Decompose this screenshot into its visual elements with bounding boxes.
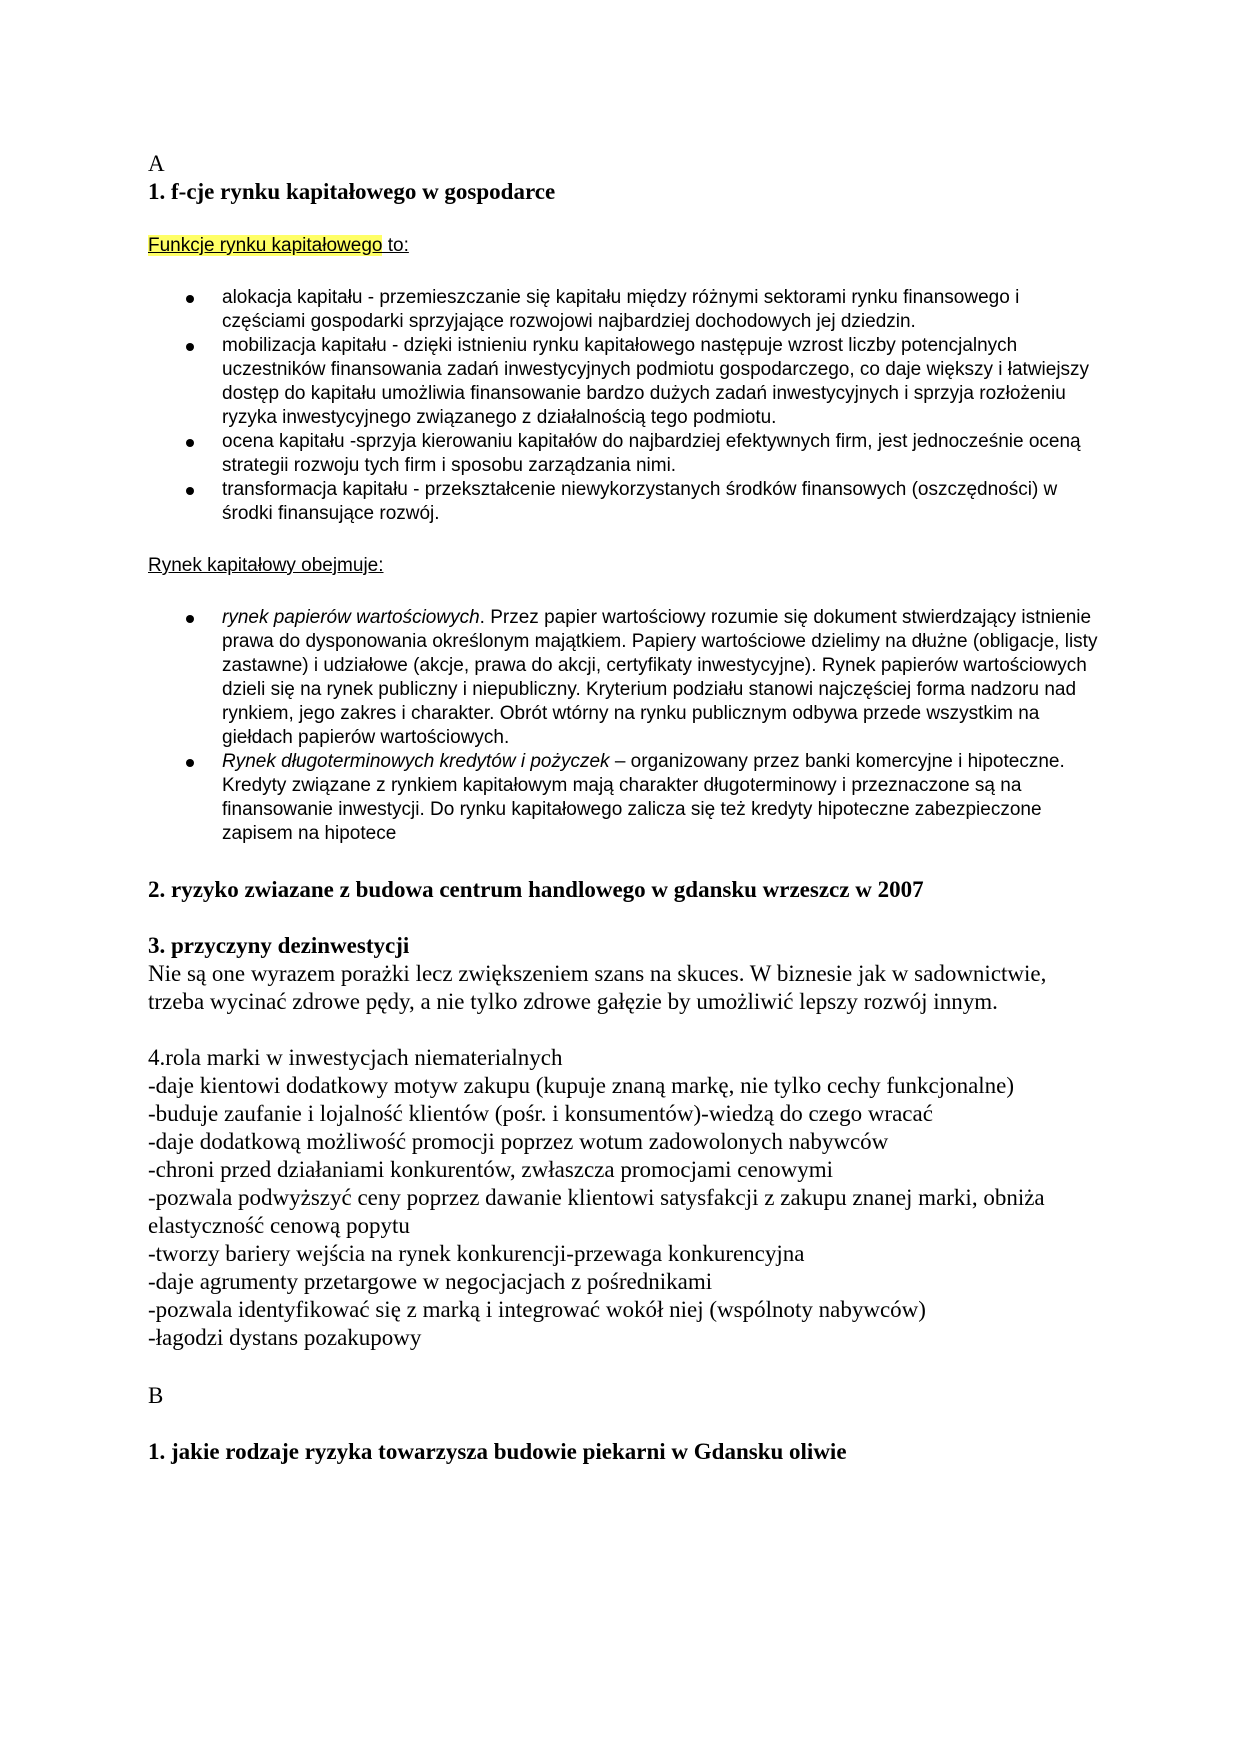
functions-intro [148,234,1098,258]
section-a-letter: A [148,151,165,176]
list-item: -tworzy bariery wejścia na rynek konkurencji-przewaga konkurencyjna [148,1241,805,1266]
list-item [148,606,1098,750]
list-item-text: transformacja kapitału - przekształcenie niewykorzystanych środków finansowych (oszczędności) w środki finansujące rozwój. [222,479,1058,524]
list-item [148,478,1098,526]
section-a-q2-heading: 2. ryzyko zwiazane z budowa centrum handlowego w gdansku wrzeszcz w 2007 [148,877,924,902]
section-a-q1-heading: 1. f-cje rynku kapitałowego w gospodarce [148,179,556,204]
market-intro: Rynek kapitałowy obejmuje: [148,555,384,576]
list-item [148,334,1098,430]
list-item: -pozwala identyfikować się z marką i integrować wokół niej (wspólnoty nabywców) [148,1297,926,1322]
list-item [148,286,1098,334]
bullet-icon [186,487,194,495]
list-item: -łagodzi dystans pozakupowy [148,1325,422,1350]
list-item [148,430,1098,478]
bullet-icon [186,759,194,767]
list-item: -chroni przed działaniami konkurentów, zwłaszcza promocjami cenowymi [148,1157,834,1182]
section-b-q1-heading: 1. jakie rodzaje ryzyka towarzysza budowie piekarni w Gdansku oliwie [148,1439,847,1464]
functions-intro-highlight: Funkcje rynku kapitałowego [148,235,383,256]
list-item: -daje dodatkową możliwość promocji poprzez wotum zadowolonych nabywców [148,1129,889,1154]
list-item-text: alokacja kapitału - przemieszczanie się kapitału między różnymi sektorami rynku finansowego i częściami gospodarki sprzyjające rozwojowi najbardziej dochodowych jej dziedzin. [222,287,1020,332]
bullet-icon [186,343,194,351]
section-b-letter: B [148,1383,164,1408]
bullet-icon [186,295,194,303]
bullet-icon [186,439,194,447]
section-a-q4-heading: 4.rola marki w inwestycjach niematerialnych [148,1045,563,1070]
list-item: -pozwala podwyższyć ceny poprzez dawanie klientowi satysfakcji z zakupu znanej marki, obniża elastyczność cenową popytu [148,1185,1045,1238]
section-a-q4-list [148,1072,1098,1352]
functions-intro-rest: to: [382,235,409,256]
list-item-title: Rynek długoterminowych kredytów i pożyczek [222,751,610,772]
section-a-q3-text: Nie są one wyrazem porażki lecz zwiększeniem szans na skuces. W biznesie jak w sadownictwie, trzeba wycinać zdrowe pędy, a nie tylko zdrowe gałęzie by umożliwić lepszy rozwój innym. [148,961,1047,1014]
list-item: -buduje zaufanie i lojalność klientów (pośr. i konsumentów)-wiedzą do czego wracać [148,1101,933,1126]
list-item-text: mobilizacja kapitału - dzięki istnieniu rynku kapitałowego następuje wzrost liczby potencjalnych uczestników finansowania zadań inwestycyjnych podmiotu gospodarczego, co daje większy i łatwiejszy dostęp do kapitału umożliwia finansowanie bardzo dużych zadań inwestycyjnych i sprzyja rozłożeniu ryzyka inwestycyjnego związanego z działalnością tego podmiotu. [222,335,1090,428]
list-item-title: rynek papierów wartościowych [222,607,480,628]
document-page [148,150,1098,1466]
list-item-text: ocena kapitału -sprzyja kierowaniu kapitałów do najbardziej efektywnych firm, jest jednocześnie oceną strategii rozwoju tych firm i sposobu zarządzania nimi. [222,431,1081,476]
market-list [148,606,1098,846]
functions-list [148,286,1098,526]
bullet-icon [186,615,194,623]
list-item: -daje kientowi dodatkowy motyw zakupu (kupuje znaną markę, nie tylko cechy funkcjonalne) [148,1073,1015,1098]
list-item-text: – organizowany przez banki komercyjne i hipoteczne. Kredyty związane z rynkiem kapitałowym mają charakter długoterminowy i przeznaczone są na finansowanie inwestycji. Do rynku kapitałowego zalicza się też kredyty hipoteczne zabezpieczone zapisem na hipotece [222,751,1065,844]
list-item [148,750,1098,846]
section-a-q3-heading: 3. przyczyny dezinwestycji [148,933,410,958]
list-item-text: . Przez papier wartościowy rozumie się dokument stwierdzający istnienie prawa do dysponowania określonym majątkiem. Papiery wartościowe dzielimy na dłużne (obligacje, listy zastawne) i udziałowe (akcje, prawa do akcji, certyfikaty inwestycyjne). Rynek papierów wartościowych dzieli się na rynek publiczny i niepubliczny. Kryterium podziału stanowi najczęściej forma nadzoru nad rynkiem, jego zakres i charakter. Obrót wtórny na rynku publicznym odbywa przede wszystkim na giełdach papierów wartościowych. [222,607,1098,748]
list-item: -daje agrumenty przetargowe w negocjacjach z pośrednikami [148,1269,713,1294]
